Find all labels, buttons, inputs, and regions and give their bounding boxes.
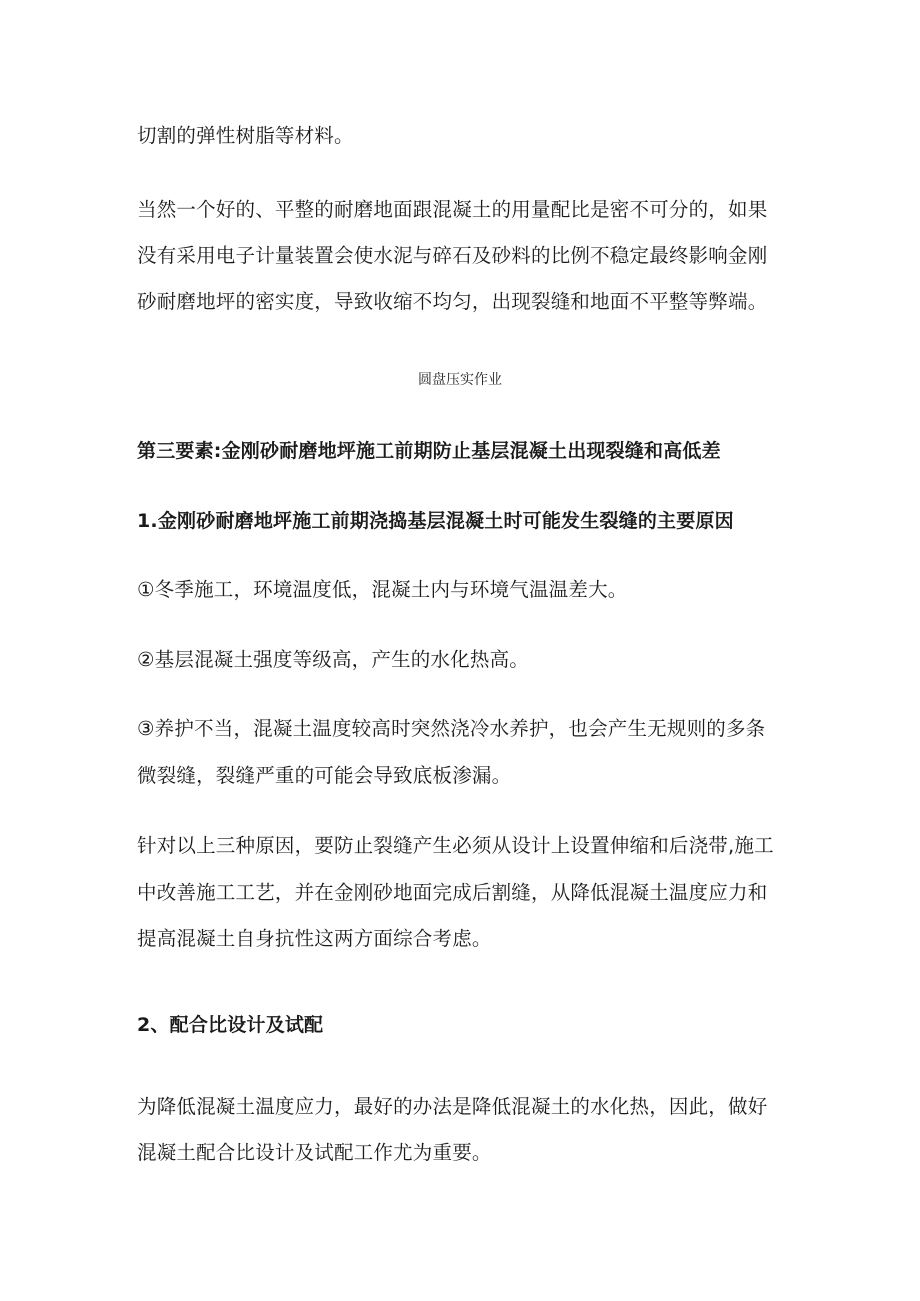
image-caption: 圆盘压实作业 xyxy=(418,372,502,388)
list-item: ③养护不当，混凝土温度较高时突然浇冷水养护，也会产生无规则的多条 xyxy=(137,717,766,740)
subsection-heading: 1.金刚砂耐磨地坪施工前期浇捣基层混凝土时可能发生裂缝的主要原因 xyxy=(137,510,734,532)
paragraph-line: 切割的弹性树脂等材料。 xyxy=(137,124,354,147)
paragraph-line: 当然一个好的、平整的耐磨地面跟混凝土的用量配比是密不可分的，如果 xyxy=(137,198,768,221)
paragraph-line: 没有采用电子计量装置会使水泥与碎石及砂料的比例不稳定最终影响金刚 xyxy=(137,244,768,267)
list-item: ②基层混凝土强度等级高，产生的水化热高。 xyxy=(137,648,529,671)
section-heading: 第三要素:金刚砂耐磨地坪施工前期防止基层混凝土出现裂缝和高低差 xyxy=(137,440,721,462)
paragraph-line: 为降低混凝土温度应力，最好的办法是降低混凝土的水化热，因此，做好 xyxy=(137,1095,768,1118)
paragraph-line: 提高混凝土自身抗性这两方面综合考虑。 xyxy=(137,927,492,950)
list-item: 微裂缝，裂缝严重的可能会导致底板渗漏。 xyxy=(137,764,512,787)
subsection-heading: 2、配合比设计及试配 xyxy=(137,1014,324,1036)
paragraph-line: 混凝土配合比设计及试配工作尤为重要。 xyxy=(137,1141,492,1164)
paragraph-line: 针对以上三种原因，要防止裂缝产生必须从设计上设置伸缩和后浇带,施工 xyxy=(137,834,774,857)
paragraph-line: 中改善施工工艺，并在金刚砂地面完成后割缝，从降低混凝土温度应力和 xyxy=(137,881,768,904)
list-item: ①冬季施工，环境温度低，混凝土内与环境气温温差大。 xyxy=(137,578,628,601)
paragraph-line: 砂耐磨地坪的密实度，导致收缩不均匀，出现裂缝和地面不平整等弊端。 xyxy=(137,290,768,313)
